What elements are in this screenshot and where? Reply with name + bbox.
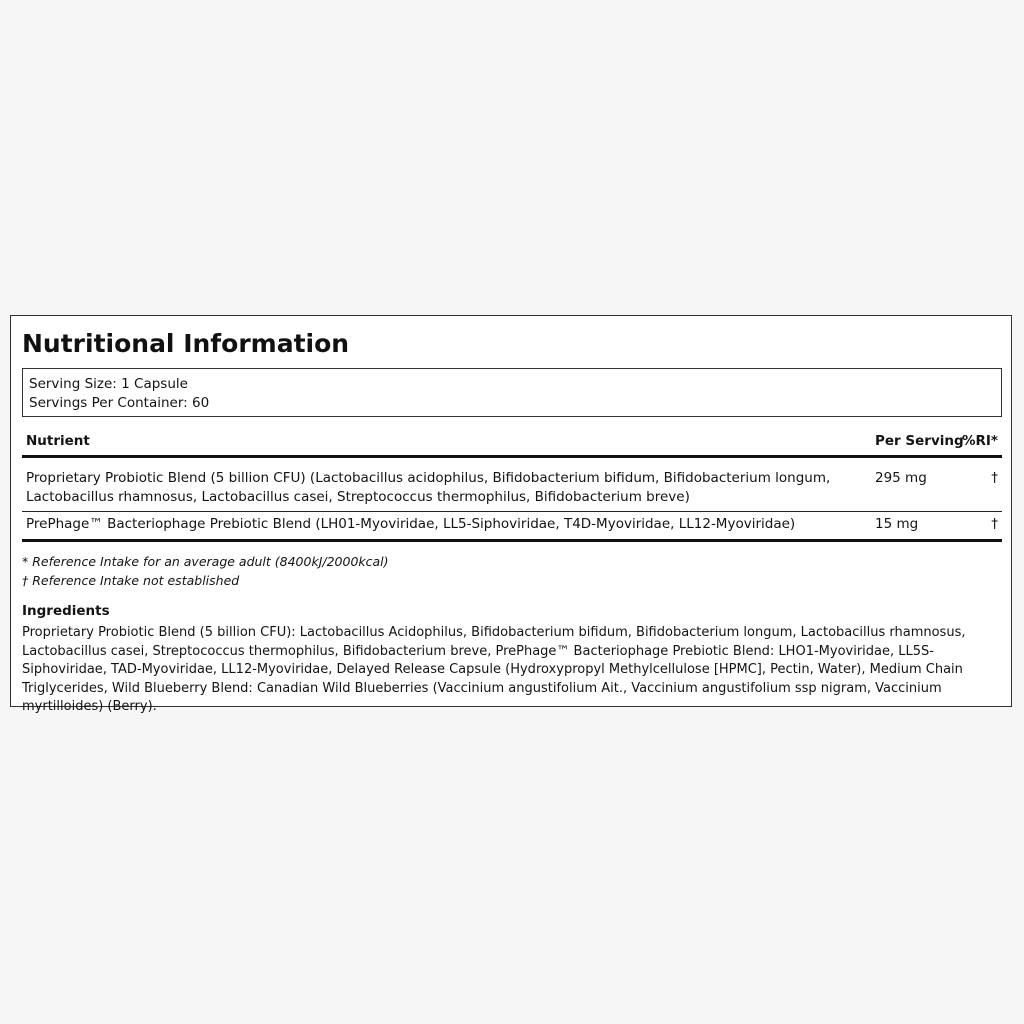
ingredients-text: Proprietary Probiotic Blend (5 billion CFU): Lactobacillus Acidophilus, Bifidobacterium bifidum, Bifidobacterium longum, Lactobacillus rhamnosus, Lactobacillus casei, Streptococcus thermophilus, Bifidobacterium breve, PrePhage™ Bacteriophage Prebiotic Blend: LHO1-Myoviridae, LL5S-Siphoviridae, TAD-Myoviridae, LL12-Myoviridae, Delayed Release Capsule (Hydroxypropyl Methylcellulose [HPMC], Pectin, Water), Medium Chain Triglycerides, Wild Blueberry Blend: Canadian Wild Blueberries (Vaccinium angustifolium Ait., Vaccinium angustifolium ssp nigram, Vaccinium myrtilloides) (Berry).: [22, 625, 966, 714]
header-per-serving: Per Serving: [875, 433, 964, 449]
panel-title: Nutritional Information: [22, 329, 350, 358]
footnote-reference-intake: * Reference Intake for an average adult (8400kJ/2000kcal): [22, 554, 389, 569]
nutrition-panel: [10, 315, 1012, 714]
footnote-not-established: † Reference Intake not established: [22, 573, 240, 588]
nutrient-ri: †: [991, 470, 998, 486]
header-nutrient: Nutrient: [26, 433, 90, 449]
header-ri: %RI*: [961, 433, 998, 449]
servings-per-container: Servings Per Container: 60: [29, 395, 210, 411]
table-row: [22, 512, 1002, 542]
serving-size: Serving Size: 1 Capsule: [29, 376, 188, 392]
nutrient-name: PrePhage™ Bacteriophage Prebiotic Blend (LH01-Myoviridae, LL5-Siphoviridae, T4D-Myoviridae, LL12-Myoviridae): [26, 516, 796, 532]
ingredients-heading: Ingredients: [22, 603, 110, 619]
nutrient-amount: 295 mg: [875, 470, 927, 486]
table-row: [22, 458, 1002, 512]
nutrient-amount: 15 mg: [875, 516, 919, 532]
nutrient-table: [22, 428, 1002, 542]
serving-info-box: [22, 368, 1002, 417]
nutrient-ri: †: [991, 516, 998, 532]
nutrient-name: Proprietary Probiotic Blend (5 billion CFU) (Lactobacillus acidophilus, Bifidobacterium bifidum, Bifidobacterium longum, Lactobacillus rhamnosus, Lactobacillus casei, Streptococcus thermophilus, Bifidobacterium breve): [26, 470, 831, 505]
footnotes: [22, 552, 389, 590]
table-header-row: [22, 428, 1002, 458]
